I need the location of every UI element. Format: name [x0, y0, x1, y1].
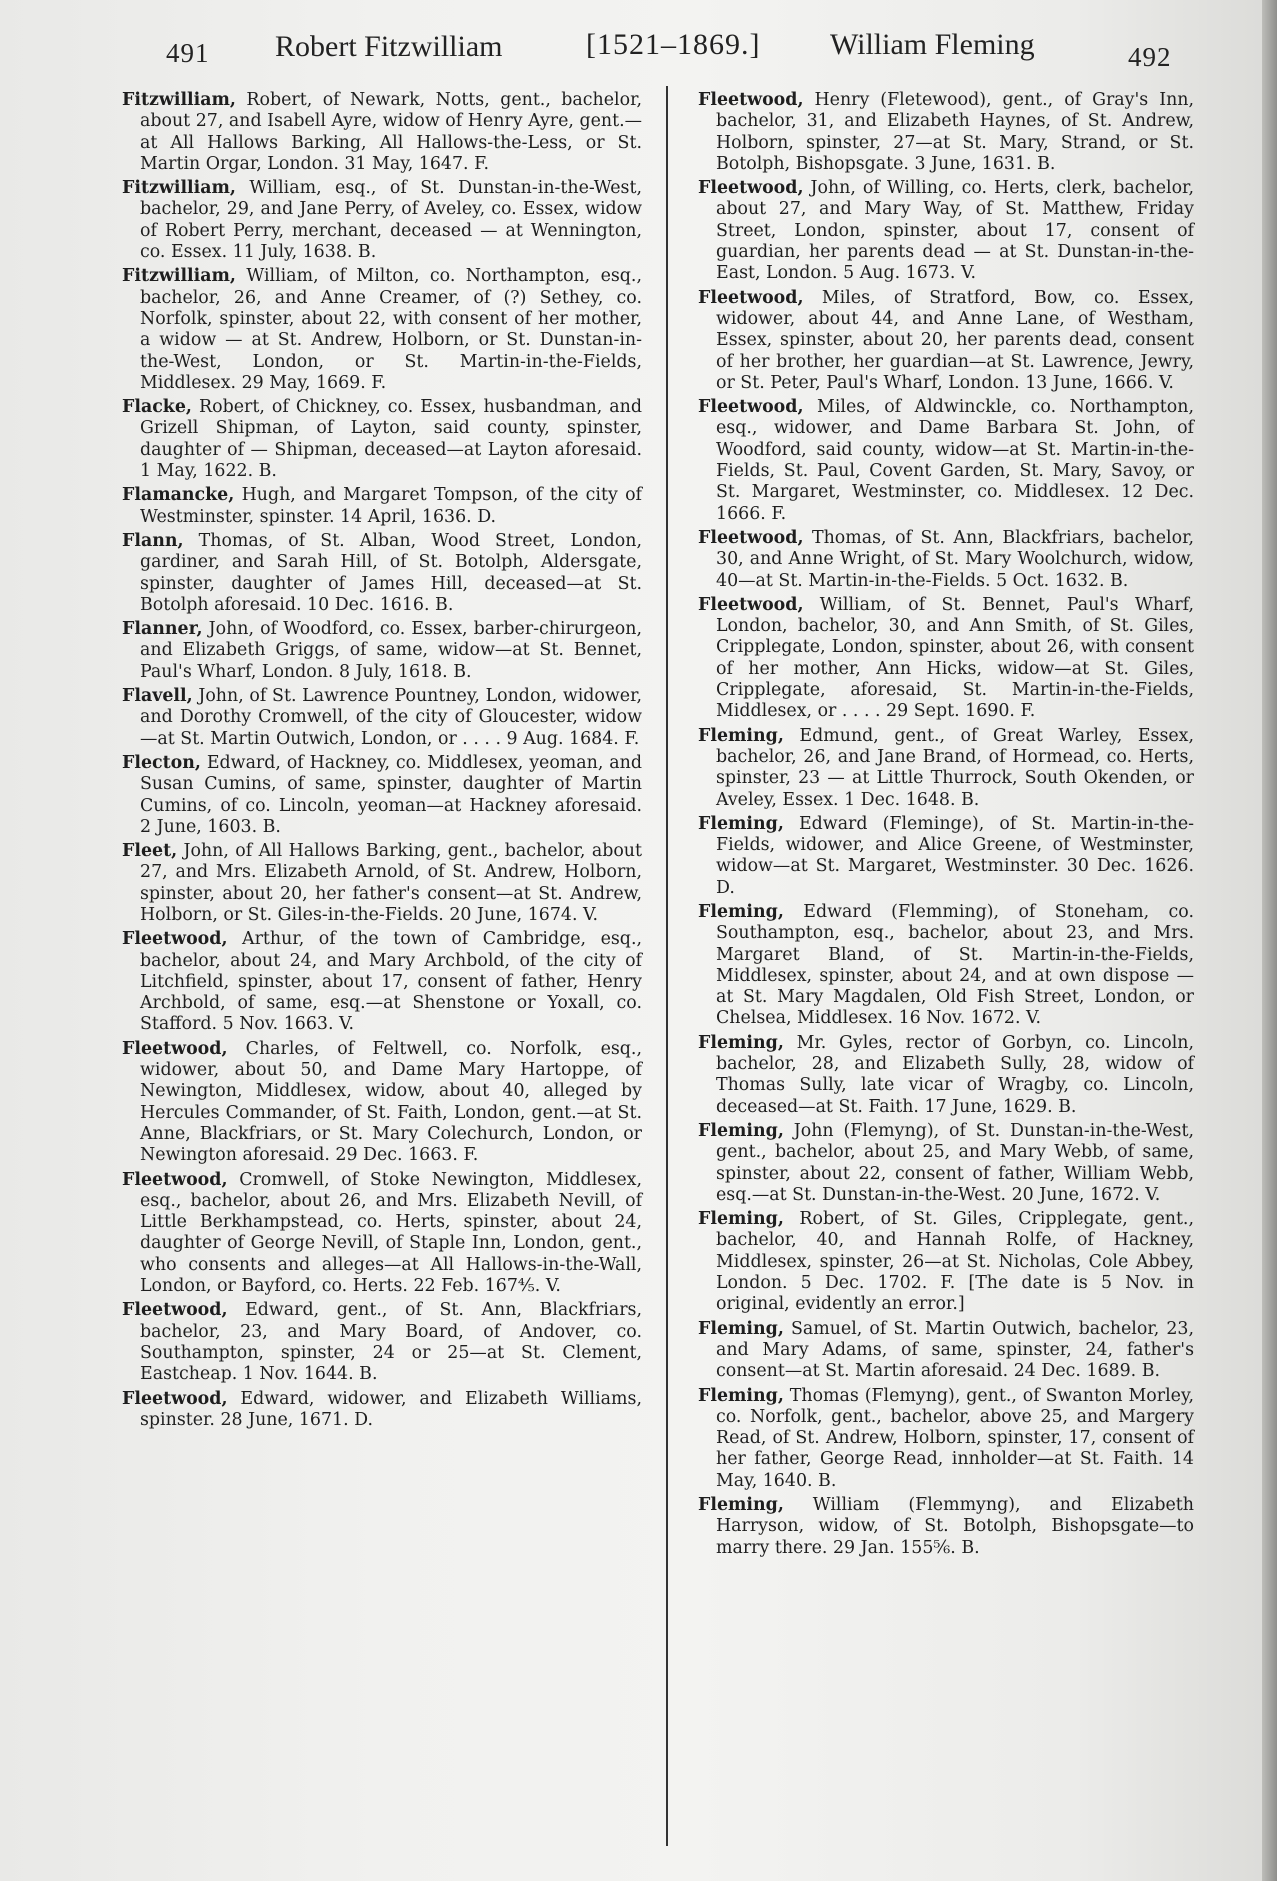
- entry-surname: Fitzwilliam,: [122, 90, 236, 110]
- entry-text: William, of Milton, co. Northampton, esq., bachelor, 26, and Anne Creamer, of (?) Sethey, co. Norfolk, spinster, about 22, with consent of her mother, a widow — at St. Andrew, Holborn, or St. Dunstan-in-the-West, London, or St. Martin-in-the-Fields, Middlesex. 29 May, 1669. F.: [140, 266, 642, 393]
- entry-surname: Fleming,: [698, 1209, 784, 1230]
- right-running-head: William Fleming: [830, 28, 1035, 61]
- entry-surname: Fleetwood,: [698, 397, 804, 418]
- left-page-number: 491: [166, 38, 210, 68]
- entry-surname: Fleetwood,: [122, 1300, 228, 1321]
- list-item: [698, 288, 1194, 394]
- entry-text: Edward (Flemming), of Stoneham, co. Southampton, esq., bachelor, about 23, and Mrs. Margaret Bland, of St. Martin-in-the-Fields, Middlesex, spinster, about 24, and at own dispose — at St. Mary Magdalen, Old Fish Street, London, or Chelsea, Middlesex. 16 Nov. 1672. V.: [716, 901, 1194, 1029]
- entry-surname: Flacke,: [122, 397, 192, 418]
- entry-text: Robert, of Newark, Notts, gent., bachelor, about 27, and Isabell Ayre, widow of Henry Ayre, gent.—at All Hallows Barking, All Hallows-the-Less, or St. Martin Orgar, London. 31 May, 1647. F.: [140, 90, 642, 174]
- entry-text: Miles, of Stratford, Bow, co. Essex, widower, about 44, and Anne Lane, of Westham, Essex, spinster, about 20, her parents dead, consent of her brother, her guardian—at St. Lawrence, Jewry, or St. Peter, Paul's Wharf, London. 13 June, 1666. V.: [716, 287, 1194, 393]
- list-item: [698, 528, 1194, 592]
- entry-surname: Fleetwood,: [122, 1169, 228, 1190]
- entry-text: Miles, of Aldwinckle, co. Northampton, esq., widower, and Dame Barbara St. John, of Woodford, said county, widow—at St. Martin-in-the-Fields, St. Paul, Covent Garden, St. Mary, Savoy, or St. Margaret, Westminster, co. Middlesex. 12 Dec. 1666. F.: [716, 397, 1194, 524]
- list-item: [698, 1386, 1194, 1492]
- list-item: [122, 178, 642, 263]
- list-item: [698, 814, 1194, 899]
- right-column: [698, 90, 1194, 1562]
- list-item: [698, 1319, 1194, 1383]
- entry-surname: Fleming,: [698, 813, 784, 834]
- entry-text: John, of Willing, co. Herts, clerk, bachelor, about 27, and Mary Way, of St. Matthew, Friday Street, London, spinster, about 17, consent of guardian, her parents dead — at St. Dunstan-in-the-East, London. 5 Aug. 1673. V.: [716, 178, 1194, 284]
- entry-surname: Fitzwilliam,: [122, 266, 236, 287]
- list-item: [698, 902, 1194, 1030]
- list-item: [122, 485, 642, 528]
- entry-text: Mr. Gyles, rector of Gorbyn, co. Lincoln, bachelor, 28, and Elizabeth Sully, 28, widow of Thomas Sully, late vicar of Wragby, co. Lincoln, deceased—at St. Faith. 17 June, 1629. B.: [716, 1032, 1194, 1117]
- list-item: [122, 1300, 642, 1385]
- entry-text: John, of All Hallows Barking, gent., bachelor, about 27, and Mrs. Elizabeth Arnold, of St. Andrew, Holborn, spinster, about 20, her father's consent—at St. Andrew, Holborn, or St. Giles-in-the-Fields. 20 June, 1674. V.: [140, 841, 642, 925]
- entry-text: Edmund, gent., of Great Warley, Essex, bachelor, 26, and Jane Brand, of Hormead, co. Herts, spinster, 23 — at Little Thurrock, South Okenden, or Aveley, Essex. 1 Dec. 1648. B.: [716, 725, 1194, 810]
- entry-surname: Flamancke,: [122, 485, 235, 506]
- entry-surname: Flavell,: [122, 686, 193, 707]
- list-item: [122, 266, 642, 394]
- entry-surname: Fleetwood,: [698, 594, 804, 615]
- entry-text: Edward, of Hackney, co. Middlesex, yeoman, and Susan Cumins, of same, spinster, daughter of Martin Cumins, of co. Lincoln, yeoman—at Hackney aforesaid. 2 June, 1603. B.: [140, 752, 642, 837]
- entry-text: Samuel, of St. Martin Outwich, bachelor, 23, and Mary Adams, of same, spinster, 24, father's consent—at St. Martin aforesaid. 24 Dec. 1689. B.: [716, 1318, 1194, 1382]
- entry-surname: Fleetwood,: [698, 90, 804, 110]
- entry-text: Thomas, of St. Ann, Blackfriars, bachelor, 30, and Anne Wright, of St. Mary Woolchurch, widow, 40—at St. Martin-in-the-Fields. 5 Oct. 1632. B.: [716, 527, 1194, 591]
- entry-surname: Fleming,: [698, 1318, 784, 1339]
- entry-text: Charles, of Feltwell, co. Norfolk, esq., widower, about 50, and Dame Mary Hartoppe, of Newington, Middlesex, widow, about 40, alleged by Hercules Commander, of St. Faith, London, gent.—at St. Anne, Blackfriars, or St. Mary Colechurch, London, or Newington aforesaid. 29 Dec. 1663. F.: [140, 1038, 642, 1166]
- right-page-number: 492: [1128, 42, 1172, 72]
- entry-surname: Fleetwood,: [698, 178, 804, 199]
- list-item: [698, 595, 1194, 723]
- entry-text: William (Flemmyng), and Elizabeth Harryson, widow, of St. Botolph, Bishopsgate—to marry there. 29 Jan. 155⅚. B.: [716, 1495, 1194, 1558]
- entry-text: Henry (Fletewood), gent., of Gray's Inn, bachelor, 31, and Elizabeth Haynes, of St. Andrew, Holborn, spinster, 27—at St. Mary, Strand, or St. Botolph, Bishopsgate. 3 June, 1631. B.: [716, 90, 1194, 174]
- entry-text: John, of Woodford, co. Essex, barber-chirurgeon, and Elizabeth Griggs, of same, widow—at St. Bennet, Paul's Wharf, London. 8 July, 1618. B.: [140, 619, 642, 682]
- entry-text: Thomas (Flemyng), gent., of Swanton Morley, co. Norfolk, gent., bachelor, above 25, and Margery Read, of St. Andrew, Holborn, spinster, 17, consent of her father, George Read, innholder—at St. Faith. 14 May, 1640. B.: [716, 1385, 1194, 1491]
- entry-surname: Fleet,: [122, 841, 178, 862]
- list-item: [122, 753, 642, 838]
- list-item: [122, 686, 642, 750]
- list-item: [698, 397, 1194, 525]
- entry-text: Arthur, of the town of Cambridge, esq., bachelor, about 24, and Mary Archbold, of the city of Litchfield, spinster, about 17, consent of father, Henry Archbold, of same, esq.—at Shenstone or Yoxall, co. Stafford. 5 Nov. 1663. V.: [140, 929, 642, 1035]
- entry-surname: Fleetwood,: [122, 1038, 228, 1059]
- column-divider: [666, 86, 668, 1846]
- entry-text: William, of St. Bennet, Paul's Wharf, London, bachelor, 30, and Ann Smith, of St. Giles, Cripplegate, London, spinster, about 26, with consent of her mother, Ann Hicks, widow—at St. Giles, Cripplegate, aforesaid, St. Martin-in-the-Fields, Middlesex, or . . . . 29 Sept. 1690. F.: [716, 594, 1194, 722]
- list-item: [122, 619, 642, 683]
- entry-text: John, of St. Lawrence Pountney, London, widower, and Dorothy Cromwell, of the city of Gloucester, widow—at St. Martin Outwich, London, or . . . . 9 Aug. 1684. F.: [140, 686, 642, 749]
- entry-surname: Fleming,: [698, 901, 784, 922]
- entry-surname: Flann,: [122, 530, 184, 551]
- entry-text: John (Flemyng), of St. Dunstan-in-the-West, gent., bachelor, about 25, and Mary Webb, of same, spinster, about 22, consent of father, William Webb, esq.—at St. Dunstan-in-the-West. 20 June, 1672. V.: [716, 1120, 1194, 1205]
- list-item: [122, 841, 642, 926]
- list-item: [698, 1495, 1194, 1559]
- entry-surname: Fleetwood,: [122, 1388, 228, 1409]
- entry-text: Edward, gent., of St. Ann, Blackfriars, bachelor, 23, and Mary Board, of Andover, co. Southampton, spinster, 24 or 25—at St. Clement, Eastcheap. 1 Nov. 1644. B.: [140, 1300, 642, 1385]
- entry-surname: Fleming,: [698, 1495, 784, 1515]
- entry-surname: Flanner,: [122, 619, 203, 640]
- entry-surname: Fleetwood,: [698, 527, 804, 548]
- entry-text: Thomas, of St. Alban, Wood Street, London, gardiner, and Sarah Hill, of St. Botolph, Aldersgate, spinster, daughter of James Hill, deceased—at St. Botolph aforesaid. 10 Dec. 1616. B.: [140, 530, 642, 615]
- list-item: [122, 929, 642, 1035]
- entry-text: Robert, of Chickney, co. Essex, husbandman, and Grizell Shipman, of Layton, said county, spinster, daughter of — Shipman, deceased—at Layton aforesaid. 1 May, 1622. B.: [140, 397, 642, 482]
- entry-surname: Fleming,: [698, 725, 784, 746]
- running-header: [0, 0, 1262, 80]
- page-edge-shadow: [1262, 0, 1277, 1881]
- left-column: [122, 90, 642, 1434]
- list-item: [698, 1033, 1194, 1118]
- list-item: [698, 90, 1194, 175]
- left-running-head: Robert Fitzwilliam: [275, 30, 503, 63]
- list-item: [122, 1389, 642, 1432]
- list-item: [698, 1121, 1194, 1206]
- entry-surname: Fitzwilliam,: [122, 178, 236, 199]
- entry-surname: Fleetwood,: [122, 929, 228, 950]
- entry-text: Edward, widower, and Elizabeth Williams, spinster. 28 June, 1671. D.: [140, 1388, 642, 1430]
- list-item: [698, 1209, 1194, 1315]
- entry-surname: Fleming,: [698, 1120, 784, 1141]
- entry-surname: Flecton,: [122, 752, 201, 773]
- list-item: [122, 1170, 642, 1298]
- entry-text: Hugh, and Margaret Tompson, of the city of Westminster, spinster. 14 April, 1636. D.: [140, 485, 642, 527]
- entry-surname: Fleming,: [698, 1032, 784, 1053]
- entry-text: Cromwell, of Stoke Newington, Middlesex, esq., bachelor, about 26, and Mrs. Elizabeth Nevill, of Little Berkhampstead, co. Herts, spinster, about 24, daughter of George Nevill, of Staple Inn, London, gent., who consents and alleges—at All Hallows-in-the-Wall, London, or Bayford, co. Herts. 22 Feb. 167⅘. V.: [140, 1169, 642, 1297]
- entry-text: William, esq., of St. Dunstan-in-the-West, bachelor, 29, and Jane Perry, of Aveley, co. Essex, widow of Robert Perry, merchant, deceased — at Wennington, co. Essex. 11 July, 1638. B.: [140, 178, 642, 263]
- entry-surname: Fleetwood,: [698, 287, 804, 308]
- list-item: [122, 531, 642, 616]
- list-item: [122, 397, 642, 482]
- entry-surname: Fleming,: [698, 1385, 784, 1406]
- entry-text: Edward (Fleminge), of St. Martin-in-the-Fields, widower, and Alice Greene, of Westminster, widow—at St. Margaret, Westminster. 30 Dec. 1626. D.: [716, 813, 1194, 898]
- list-item: [122, 90, 642, 175]
- entry-text: Robert, of St. Giles, Cripplegate, gent., bachelor, 40, and Hannah Rolfe, of Hackney, Middlesex, spinster, 26—at St. Nicholas, Cole Abbey, London. 5 Dec. 1702. F. [The date is 5 Nov. in original, evidently an error.]: [716, 1209, 1194, 1315]
- list-item: [122, 1039, 642, 1167]
- list-item: [698, 178, 1194, 284]
- list-item: [698, 726, 1194, 811]
- date-range: [1521–1869.]: [586, 28, 761, 61]
